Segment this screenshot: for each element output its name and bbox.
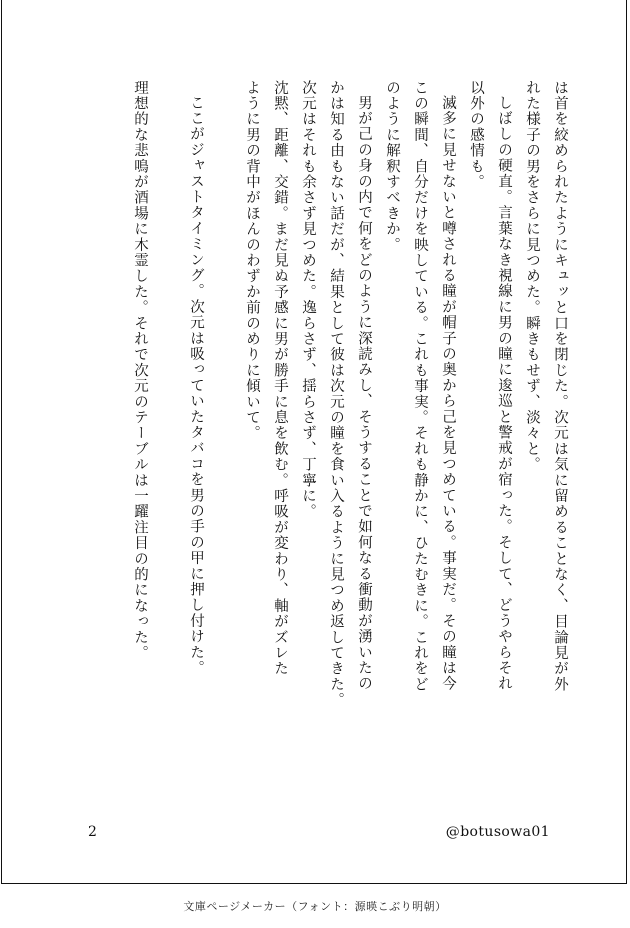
- paragraph-1: は首を絞められたようにキュッと口を閉じた。次元は気に留めることなく、目論見が外 れた様子の男をさらに見つめた。瞬きもせず、淡々と。: [524, 80, 568, 693]
- paragraph-4: 男が己の身の内で何をどのように深読みし、そうすることで如何なる衝動が湧いたの かは知る由もない話だが、結果として彼は次元の瞳を食い入るように見つめ返してきた。 次元はそれも余さず見つめた。逸らさず、揺らさず、丁寧に。: [300, 80, 372, 709]
- vertical-text-body: [126, 80, 574, 780]
- paragraph-2: しばしの硬直。言葉なき視線に男の瞳に逡巡と警戒が宿った。そして、どうやらそれ 以外の感情も。: [468, 80, 512, 692]
- page-number: 2: [88, 824, 97, 840]
- paragraph-6: ここがジャストタイミング。次元は吸っていたタバコを男の手の甲に押し付けた。: [188, 94, 204, 676]
- paragraph-3: 滅多に見せないと噂される瞳が帽子の奥から己を見つめている。事実だ。その瞳は今 この瞬間、自分だけを映している。これも事実。それも静かに、ひたむきに。これをど のように解釈すべきか。: [384, 80, 456, 693]
- paragraph-7: 理想的な悲鳴が酒場に木霊した。それで次元のテーブルは一躍注目の的になった。: [132, 80, 148, 661]
- generator-credit: 文庫ページメーカー（フォント：源暎こぶり明朝）: [183, 900, 447, 913]
- paragraph-5: 沈黙、距離、交錯。まだ見ぬ予感に男が勝手に息を飲む。呼吸が変わり、軸がズレた ように男の背中がほんのわずか前のめりに傾いて。: [244, 80, 288, 677]
- author-handle: @botusowa01: [445, 824, 550, 840]
